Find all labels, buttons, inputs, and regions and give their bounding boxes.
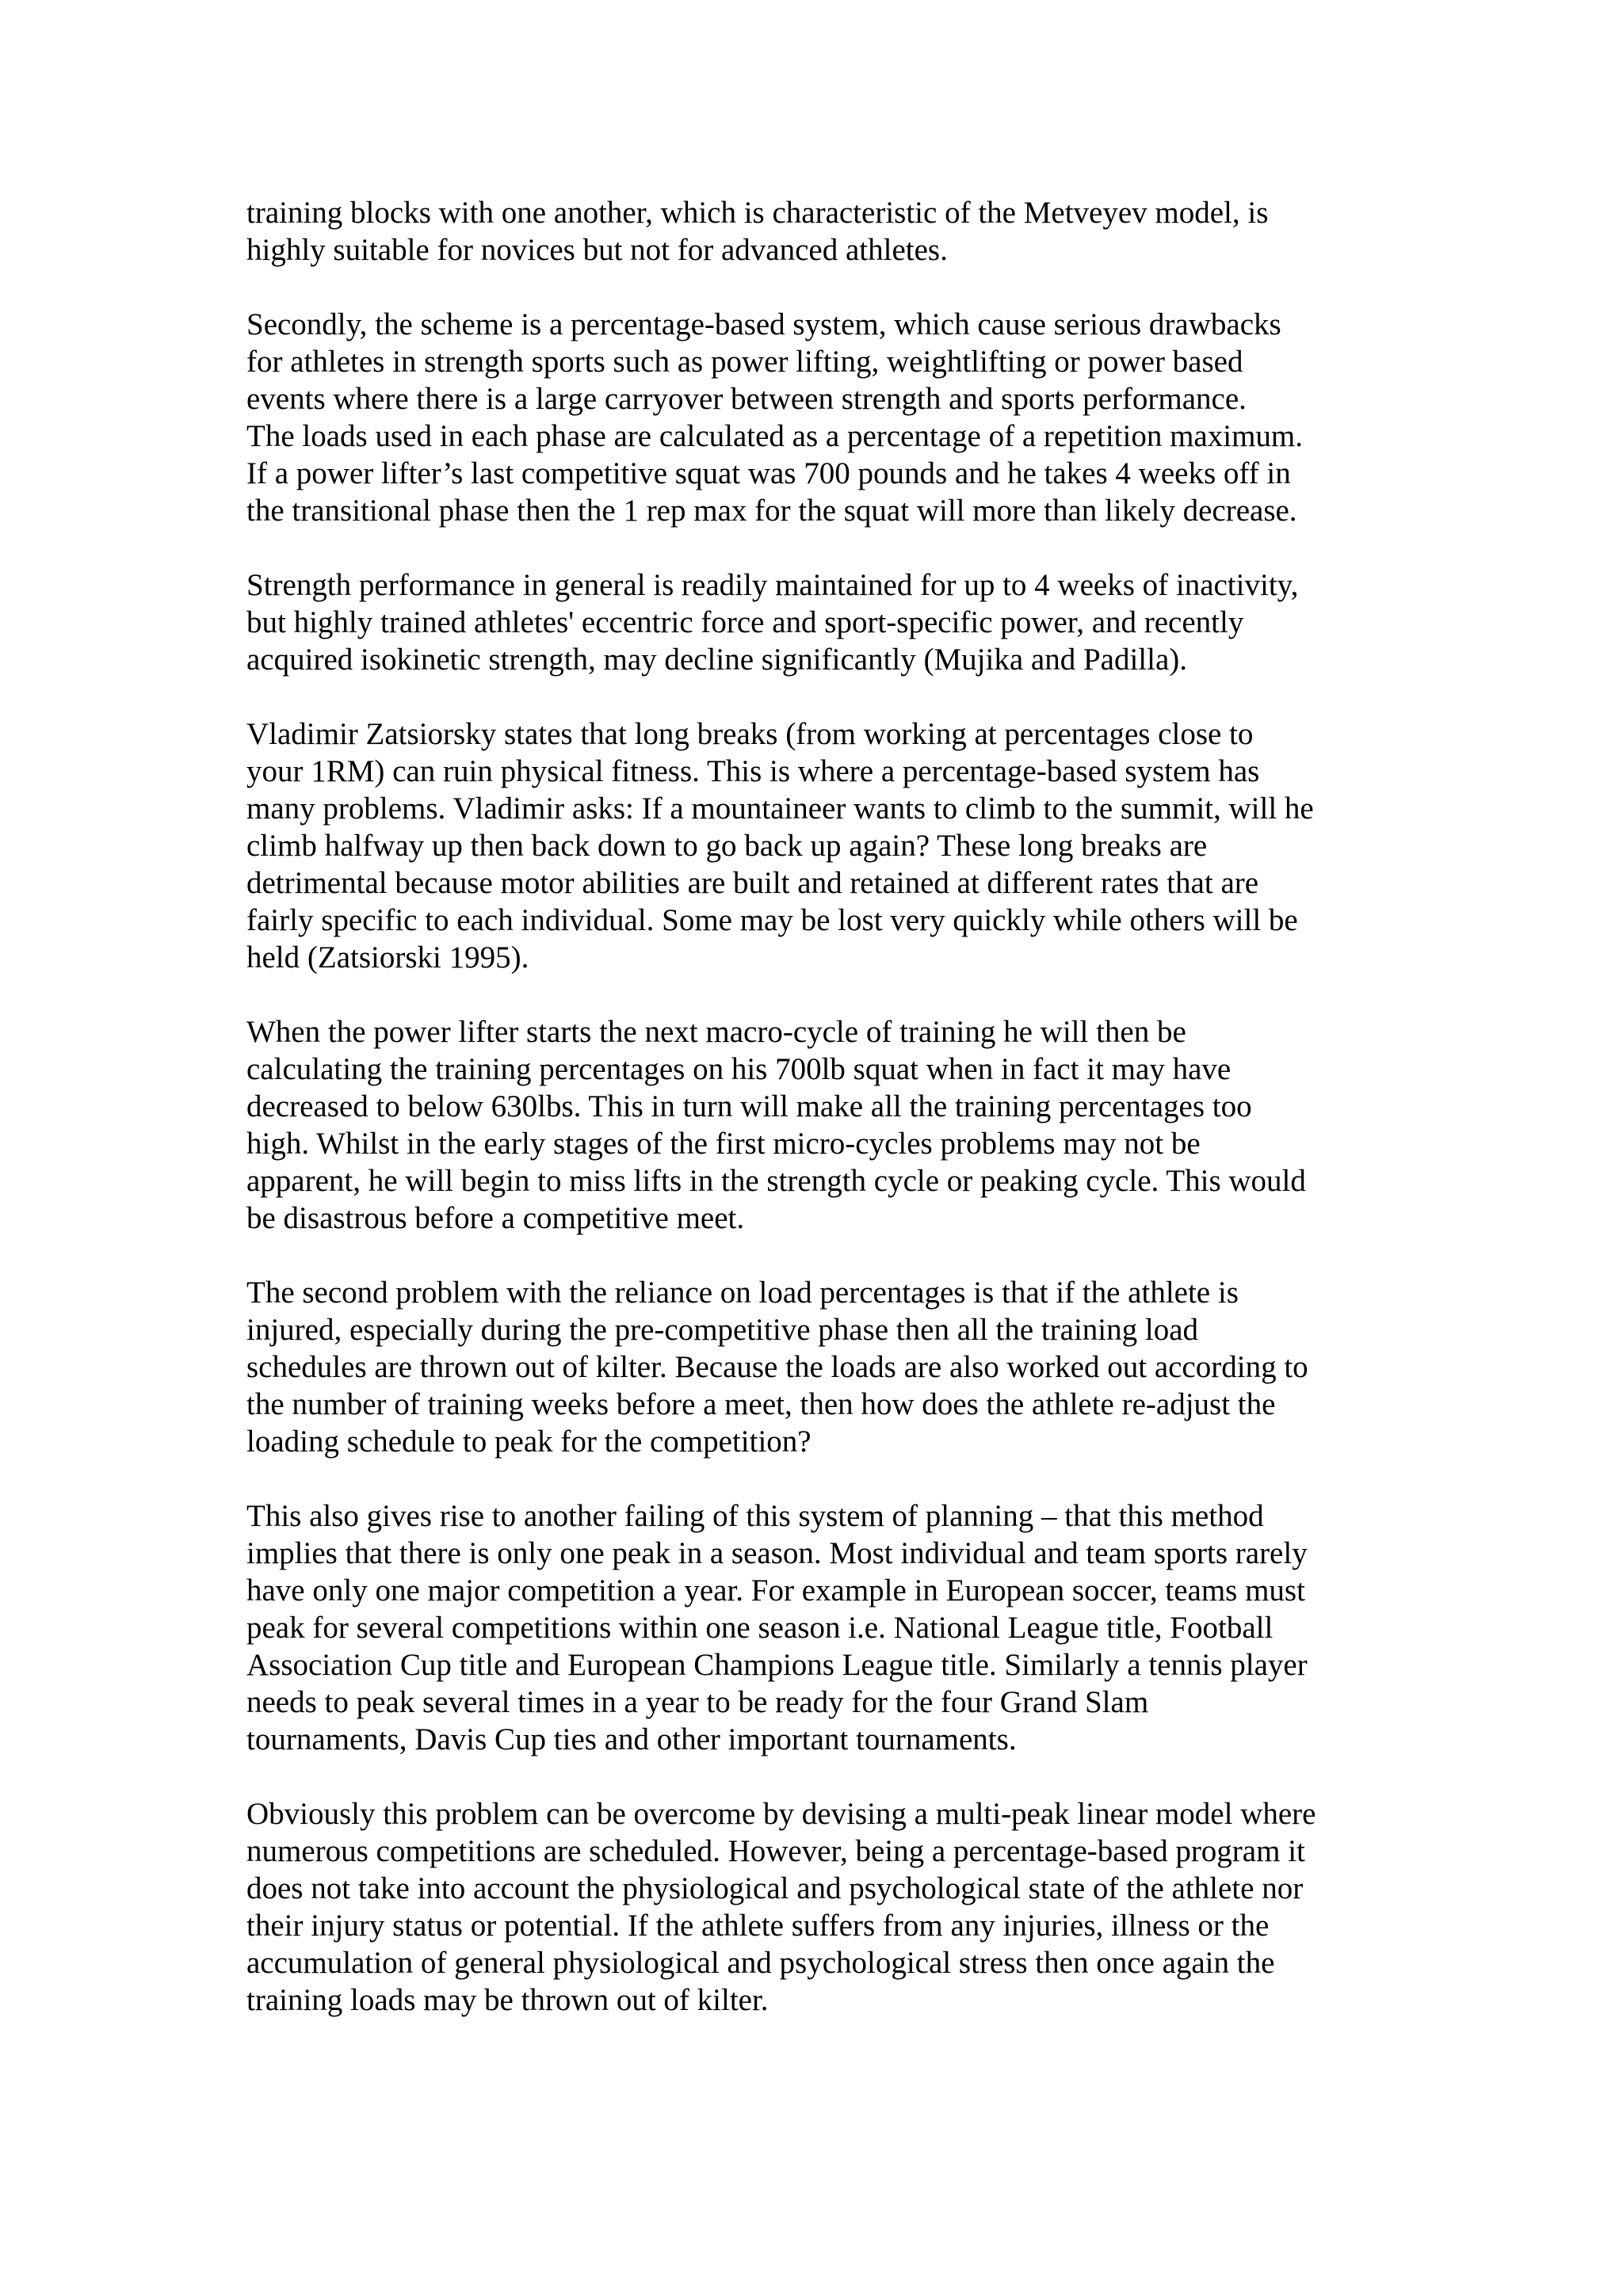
text-line: Vladimir Zatsiorsky states that long breaks (from working at percentages close to — [246, 717, 1254, 751]
document-page — [246, 194, 1403, 2019]
text-line: needs to peak several times in a year to be ready for the four Grand Slam — [246, 1685, 1149, 1719]
text-line: climb halfway up then back down to go back up again? These long breaks are — [246, 829, 1208, 863]
text-line: their injury status or potential. If the athlete suffers from any injuries, illness or the — [246, 1909, 1270, 1943]
text-line: The second problem with the reliance on load percentages is that if the athlete is — [246, 1276, 1239, 1310]
text-line: implies that there is only one peak in a season. Most individual and team sports rarely — [246, 1536, 1308, 1570]
text-line: fairly specific to each individual. Some may be lost very quickly while others will be — [246, 903, 1298, 937]
text-line: does not take into account the physiological and psychological state of the athlete nor — [246, 1871, 1304, 1905]
text-line: the number of training weeks before a meet, then how does the athlete re-adjust the — [246, 1387, 1276, 1421]
text-line: acquired isokinetic strength, may decline significantly (Mujika and Padilla). — [246, 643, 1188, 677]
text-line: calculating the training percentages on his 700lb squat when in fact it may have — [246, 1052, 1232, 1086]
text-line: apparent, he will begin to miss lifts in the strength cycle or peaking cycle. This would — [246, 1164, 1306, 1198]
text-line: training loads may be thrown out of kilter. — [246, 1983, 769, 2017]
paragraph-3 — [246, 566, 1403, 678]
text-line: peak for several competitions within one season i.e. National League title, Football — [246, 1611, 1274, 1645]
text-line: the transitional phase then the 1 rep max for the squat will more than likely decrease. — [246, 494, 1297, 528]
text-line: decreased to below 630lbs. This in turn will make all the training percentages too — [246, 1089, 1252, 1123]
text-line: Association Cup title and European Champions League title. Similarly a tennis player — [246, 1648, 1308, 1682]
text-line: highly suitable for novices but not for advanced athletes. — [246, 233, 948, 267]
text-line: When the power lifter starts the next macro-cycle of training he will then be — [246, 1015, 1186, 1049]
text-line: tournaments, Davis Cup ties and other important tournaments. — [246, 1722, 1017, 1756]
paragraph-1 — [246, 194, 1403, 269]
text-line: be disastrous before a competitive meet. — [246, 1201, 745, 1235]
text-line: schedules are thrown out of kilter. Because the loads are also worked out according to — [246, 1350, 1308, 1384]
text-line: have only one major competition a year. For example in European soccer, teams must — [246, 1573, 1305, 1608]
paragraph-4 — [246, 715, 1403, 976]
text-line: The loads used in each phase are calculated as a percentage of a repetition maximum. — [246, 419, 1303, 453]
paragraph-8 — [246, 1795, 1403, 2019]
text-line: training blocks with one another, which is characteristic of the Metveyev model, is — [246, 196, 1269, 230]
text-line: held (Zatsiorski 1995). — [246, 940, 529, 974]
paragraph-7 — [246, 1497, 1403, 1758]
text-line: This also gives rise to another failing of this system of planning – that this method — [246, 1499, 1264, 1533]
paragraph-5 — [246, 1013, 1403, 1237]
text-line: for athletes in strength sports such as power lifting, weightlifting or power based — [246, 345, 1243, 379]
text-line: Obviously this problem can be overcome by devising a multi-peak linear model where — [246, 1797, 1316, 1831]
text-line: loading schedule to peak for the competition? — [246, 1425, 812, 1459]
paragraph-6 — [246, 1274, 1403, 1460]
text-line: your 1RM) can ruin physical fitness. This is where a percentage-based system has — [246, 754, 1260, 788]
text-line: Secondly, the scheme is a percentage-based system, which cause serious drawbacks — [246, 307, 1281, 341]
text-line: detrimental because motor abilities are built and retained at different rates that are — [246, 866, 1259, 900]
text-line: injured, especially during the pre-competitive phase then all the training load — [246, 1313, 1199, 1347]
text-line: many problems. Vladimir asks: If a mountaineer wants to climb to the summit, will he — [246, 791, 1314, 826]
text-line: accumulation of general physiological and psychological stress then once again the — [246, 1946, 1275, 1980]
paragraph-2 — [246, 306, 1403, 529]
text-line: but highly trained athletes' eccentric force and sport-specific power, and recently — [246, 605, 1244, 639]
text-line: If a power lifter’s last competitive squat was 700 pounds and he takes 4 weeks off in — [246, 456, 1291, 490]
text-line: events where there is a large carryover between strength and sports performance. — [246, 382, 1247, 416]
text-line: Strength performance in general is readily maintained for up to 4 weeks of inactivity, — [246, 568, 1299, 602]
text-line: numerous competitions are scheduled. However, being a percentage-based program it — [246, 1834, 1305, 1868]
text-line: high. Whilst in the early stages of the first micro-cycles problems may not be — [246, 1127, 1201, 1161]
